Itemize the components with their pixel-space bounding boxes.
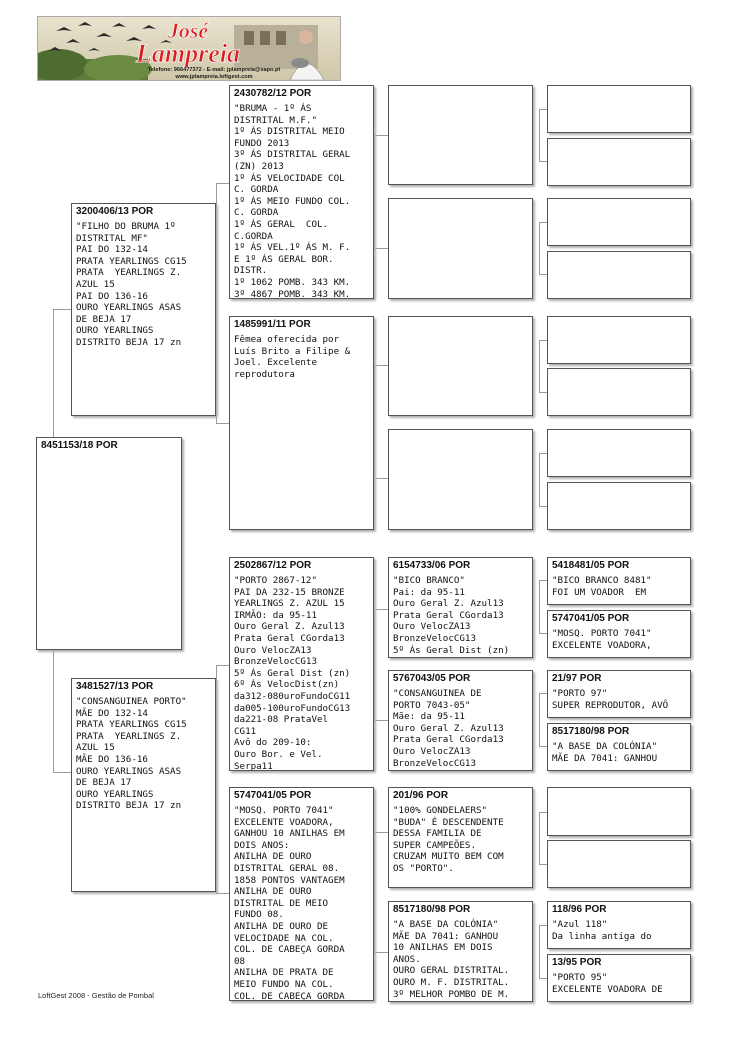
gen4-ring: 118/96 POR (552, 904, 607, 915)
footer-text: LoftGest 2008 - Gestão de Pombal (38, 991, 154, 1000)
gen4-card[interactable] (547, 251, 691, 299)
gen4-card[interactable] (547, 316, 691, 364)
subject-ring: 8451153/18 POR (41, 440, 118, 451)
sire-ring: 3200406/13 POR (76, 206, 154, 217)
loft-logo (37, 16, 341, 81)
gen2-ring: 1485991/11 POR (234, 319, 311, 330)
gen4-card[interactable] (547, 429, 691, 477)
gen4-card[interactable] (547, 482, 691, 530)
gen4-ring: 8517180/98 POR (552, 726, 630, 737)
gen4-card[interactable] (547, 198, 691, 246)
gen4-ring: 5418481/05 POR (552, 560, 630, 571)
gen3-card[interactable] (388, 316, 533, 416)
gen4-note: "MOSQ. PORTO 7041" EXCELENTE VOADORA, (552, 628, 652, 651)
sire-note: "FILHO DO BRUMA 1º DISTRITAL MF" PAI DO 132-14 PRATA YEARLINGS CG15 PRATA YEARLINGS Z. AZUL 15 PAI DO 136-16 OURO YEARLINGS ASAS DE BEJA 17 OURO YEARLINGS DISTRITO BEJA 17 zn (76, 221, 187, 348)
gen4-ring: 13/95 POR (552, 957, 602, 968)
gen4-card[interactable] (547, 670, 691, 718)
gen4-ring: 5747041/05 POR (552, 613, 630, 624)
dam-ring: 3481527/13 POR (76, 681, 154, 692)
gen4-note: "PORTO 95" EXCELENTE VOADORA DE (552, 972, 663, 995)
gen3-card[interactable] (388, 670, 533, 771)
gen2-ring: 5747041/05 POR (234, 790, 312, 801)
logo-website: www.jplampreia.loftgest.com (175, 74, 253, 80)
gen4-card[interactable] (547, 368, 691, 416)
gen4-card[interactable] (547, 840, 691, 888)
gen2-note: Fêmea oferecida por Luís Brito a Filipe & Joel. Excelente reprodutora (234, 334, 351, 380)
gen3-card[interactable] (388, 198, 533, 299)
granddam-maternal-card[interactable] (229, 787, 374, 1001)
gen4-note: "BICO BRANCO 8481" FOI UM VOADOR EM (552, 575, 652, 598)
logo-contact: Telefone: 966477372 - E-mail: jplampreia@sapo.pt (147, 67, 281, 73)
gen4-note: "A BASE DA COLÓNIA" MÃE DA 7041: GANHOU (552, 741, 658, 764)
gen4-card[interactable] (547, 557, 691, 605)
gen2-note: "BRUMA - 1º ÁS DISTRITAL M.F." 1º ÁS DISTRITAL MEIO FUNDO 2013 3º ÁS DISTRITAL GERAL (ZN) 2013 1º ÁS VELOCIDADE COL C. GORDA 1º ÁS MEIO FUNDO COL. C. GORDA 1º ÁS GERAL COL. C.GORDA 1º ÁS VEL.1º ÁS M. F. E 1º ÁS GERAL BOR. DISTR. 1º 1062 POMB. 343 KM. 3º 4867 POMB. 343 KM. (234, 103, 351, 299)
gen3-card[interactable] (388, 85, 533, 185)
gen3-ring: 201/96 POR (393, 790, 449, 801)
sire-card[interactable] (71, 203, 216, 416)
grandsire-paternal-card[interactable] (229, 85, 374, 299)
gen3-ring: 6154733/06 POR (393, 560, 471, 571)
gen3-card[interactable] (388, 901, 533, 1002)
gen2-ring: 2502867/12 POR (234, 560, 312, 571)
gen3-card[interactable] (388, 429, 533, 530)
logo-first-name: José (167, 18, 209, 43)
gen3-note: "CONSANGUINEA DE PORTO 7043-05" Mãe: da 95-11 Ouro Geral Z. Azul13 Prata Geral CGorda13 Ouro VelocZA13 BronzeVelocCG13 (393, 688, 504, 769)
gen4-card[interactable] (547, 723, 691, 771)
gen2-note: "MOSQ. PORTO 7041" EXCELENTE VOADORA, GANHOU 10 ANILHAS EM DOIS ANOS: ANILHA DE OURO DISTRITAL GERAL 08. 1858 PONTOS VANTAGEM ANILHA DE OURO DISTRITAL DE MEIO FUNDO 08. ANILHA DE OURO DE VELOCIDADE NA COL. COL. DE CABEÇA GORDA 08 ANILHA DE PRATA DE MEIO FUNDO NA COL. COL. DE CABEÇA GORDA (234, 805, 345, 1001)
gen4-note: "Azul 118" Da linha antiga do (552, 919, 652, 942)
gen4-ring: 21/97 POR (552, 673, 602, 684)
gen4-card[interactable] (547, 787, 691, 836)
gen3-card[interactable] (388, 787, 533, 888)
gen3-note: "BICO BRANCO" Pai: da 95-11 Ouro Geral Z. Azul13 Prata Geral CGorda13 Ouro VelocZA13 BronzeVelocCG13 5º Ás Geral Dist (zn) (393, 575, 510, 656)
grandsire-maternal-card[interactable] (229, 557, 374, 771)
gen4-card[interactable] (547, 138, 691, 186)
subject-card[interactable] (36, 437, 182, 650)
gen4-note: "PORTO 97" SUPER REPRODUTOR, AVÔ (552, 688, 669, 711)
gen2-ring: 2430782/12 POR (234, 88, 312, 99)
logo-graphic (38, 17, 340, 80)
dam-card[interactable] (71, 678, 216, 892)
logo-last-name: Lampreia (136, 39, 240, 68)
gen4-card[interactable] (547, 85, 691, 133)
gen4-card[interactable] (547, 610, 691, 658)
gen2-note: "PORTO 2867-12" PAI DA 232-15 BRONZE YEARLINGS Z. AZUL 15 IRMÃO: da 95-11 Ouro Geral Z. Azul13 Prata Geral CGorda13 Ouro VelocZA13 BronzeVelocCG13 5º Ás Geral Dist (zn) 6º Ás VelocDist(zn) da312-080uroFundoCG11 da005-100uroFundoCG13 da221-08 PrataVel CG11 Avô do 209-10: Ouro Bor. e Vel. Serpa11 (234, 575, 351, 771)
gen3-note: "100% GONDELAERS" "BUDA" É DESCENDENTE DESSA FAMILIA DE SUPER CAMPEÕES. CRUZAM MUITO BEM COM OS "PORTO". (393, 805, 504, 874)
dam-note: "CONSANGUINEA PORTO" MÃE DO 132-14 PRATA YEARLINGS CG15 PRATA YEARLINGS Z. AZUL 15 MÃE DO 136-16 OURO YEARLINGS ASAS DE BEJA 17 OURO YEARLINGS DISTRITO BEJA 17 zn (76, 696, 187, 812)
gen3-card[interactable] (388, 557, 533, 658)
gen3-note: "A BASE DA COLÓNIA" MÃE DA 7041: GANHOU 10 ANILHAS EM DOIS ANOS. OURO GERAL DISTRITAL. OURO M. F. DISTRITAL. 3º MELHOR POMBO DE M. (393, 919, 510, 1000)
gen3-ring: 8517180/98 POR (393, 904, 471, 915)
gen3-ring: 5767043/05 POR (393, 673, 471, 684)
gen4-card[interactable] (547, 901, 691, 949)
gen4-card[interactable] (547, 954, 691, 1002)
granddam-paternal-card[interactable] (229, 316, 374, 530)
